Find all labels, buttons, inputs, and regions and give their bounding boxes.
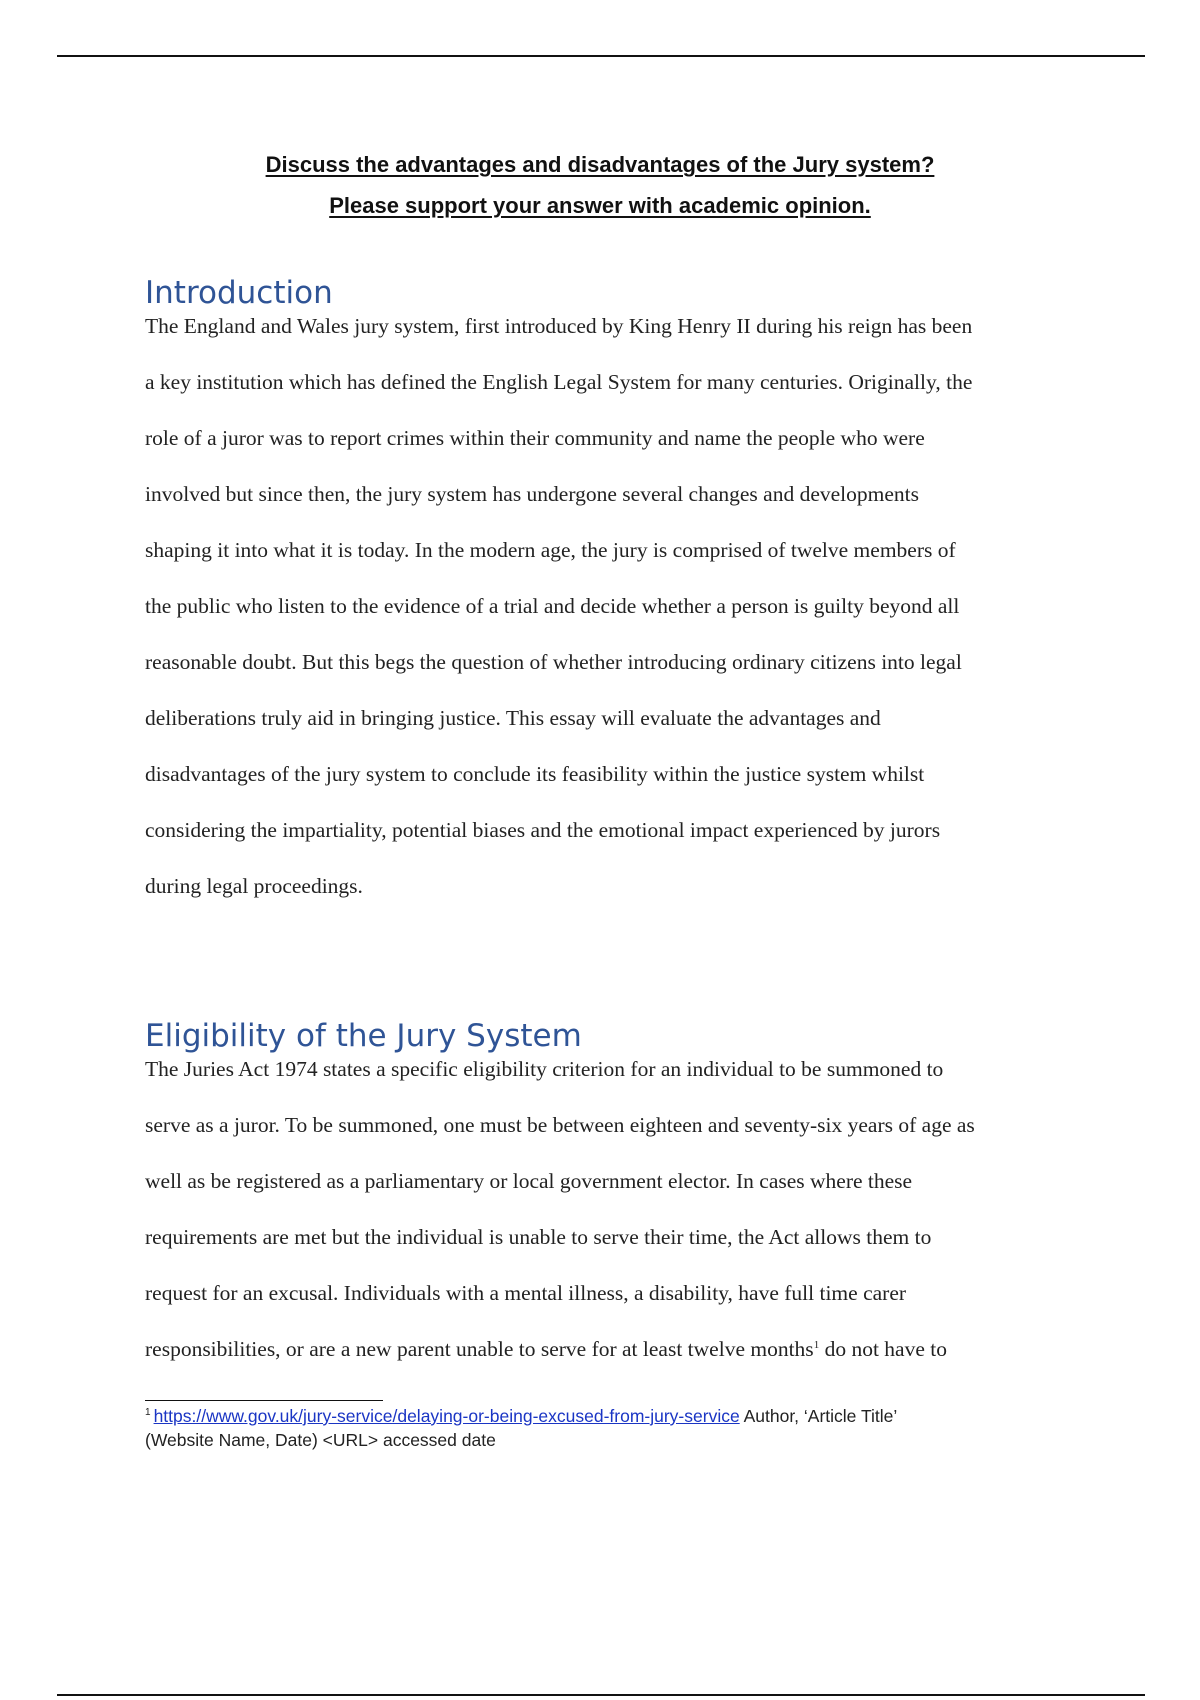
footnote-marker: 1 — [145, 1407, 151, 1419]
introduction-paragraph — [145, 311, 1089, 927]
paragraph-line: considering the impartiality, potential biases and the emotional impact experienced by jurors — [145, 818, 941, 842]
introduction-section — [145, 275, 1089, 927]
paragraph-line — [145, 1334, 1089, 1390]
paragraph-line: involved but since then, the jury system has undergone several changes and developments — [145, 482, 919, 506]
paragraph-line: serve as a juror. To be summoned, one must be between eighteen and seventy-six years of age as — [145, 1113, 975, 1137]
paragraph-line: disadvantages of the jury system to conclude its feasibility within the justice system whilst — [145, 762, 925, 786]
paragraph-line: a key institution which has defined the English Legal System for many centuries. Originally, the — [145, 370, 973, 394]
footnote-citation: Author, ‘Article Title’ — [739, 1406, 898, 1426]
paragraph-line: during legal proceedings. — [145, 874, 363, 898]
paragraph-line: the public who listen to the evidence of a trial and decide whether a person is guilty beyond all — [145, 594, 960, 618]
paragraph-line: shaping it into what it is today. In the modern age, the jury is comprised of twelve members of — [145, 538, 956, 562]
paragraph-line: request for an excusal. Individuals with a mental illness, a disability, have full time carer — [145, 1281, 907, 1305]
page-bottom-rule — [57, 1694, 1145, 1696]
page-top-rule — [57, 55, 1145, 57]
footnote-reference[interactable]: 1 — [813, 1338, 820, 1351]
essay-title-instruction: Please support your answer with academic opinion. — [329, 193, 871, 218]
paragraph-line: deliberations truly aid in bringing justice. This essay will evaluate the advantages and — [145, 706, 881, 730]
paragraph-line-text: do not have to — [819, 1337, 947, 1361]
eligibility-heading: Eligibility of the Jury System — [145, 1018, 582, 1054]
paragraph-line: reasonable doubt. But this begs the question of whether introducing ordinary citizens into legal — [145, 650, 962, 674]
footnote — [145, 1404, 1105, 1452]
paragraph-line-text: responsibilities, or are a new parent unable to serve for at least twelve months — [145, 1337, 814, 1361]
paragraph-line: The Juries Act 1974 states a specific eligibility criterion for an individual to be summoned to — [145, 1057, 944, 1081]
footnote-link[interactable]: https://www.gov.uk/jury-service/delaying-or-being-excused-from-jury-service — [153, 1406, 740, 1426]
paragraph-line: requirements are met but the individual is unable to serve their time, the Act allows them to — [145, 1225, 932, 1249]
introduction-heading: Introduction — [145, 275, 333, 311]
paragraph-line: role of a juror was to report crimes within their community and name the people who were — [145, 426, 925, 450]
footnote-line — [145, 1404, 1105, 1428]
paragraph-line: The England and Wales jury system, first introduced by King Henry II during his reign has been — [145, 314, 973, 338]
footnote-line: (Website Name, Date) <URL> accessed date — [145, 1430, 496, 1450]
eligibility-paragraph — [145, 1054, 1089, 1390]
essay-title-question: Discuss the advantages and disadvantages of the Jury system? — [265, 152, 935, 177]
essay-title — [0, 144, 1200, 226]
paragraph-line: well as be registered as a parliamentary or local government elector. In cases where these — [145, 1169, 913, 1193]
footnote-separator — [145, 1400, 383, 1401]
eligibility-section — [145, 1018, 1089, 1390]
